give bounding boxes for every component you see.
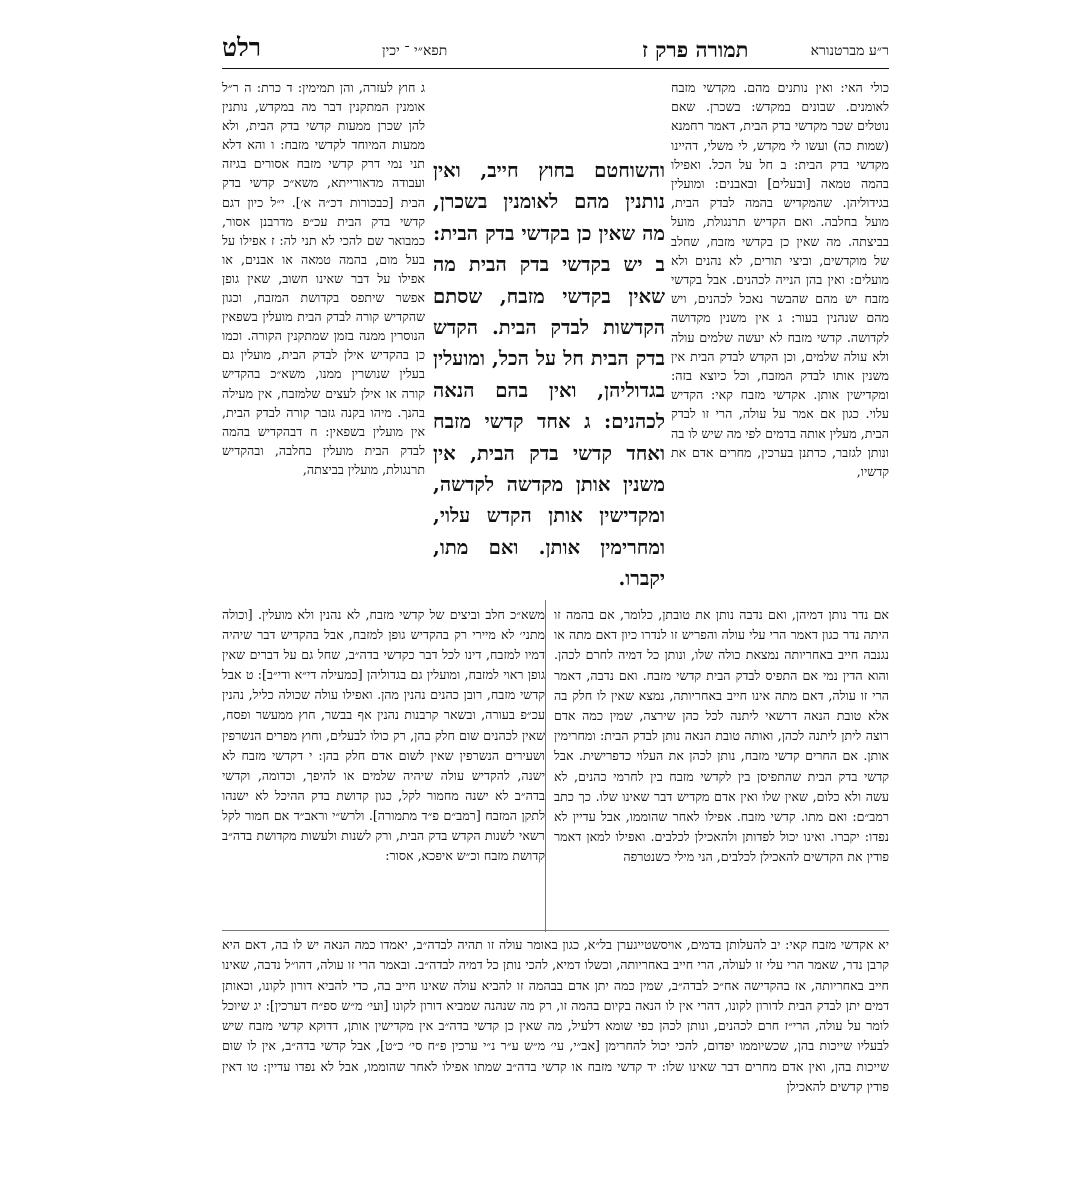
- tiferet-yisrael-commentary-upper: [222, 78, 425, 603]
- bartenura-lower-text: אם נדר נותן דמיהן, ואם נדבה נותן את טובתן, כלומר, אם בהמה זו היתה נדר כגון דאמר הרי עלי עולה והפריש זו לנדרו כיון דאם מתה או נגנבה חייב באחריותה נמצאת כולה שלו, ונותן כל דמיה לחרם לכהן. והוא הדין נמי אם התפיס לבדק הבית קדשי מזבח. ואם נדבה, דאמר הרי זו עולה, דאם מתה אינו חייב באחריותה, נמצא שאין לו חלק בה אלא טובת הנאה דרשאי ליתנה לכל כהן שירצה, שמין כמה אדם רוצה ליתן ליתנה לכהן, ואותה טובת הנאה נותן לבדק הבית: ומחרימין אותן. אם החרים קדשי מזבח, נותן לכהן את העלוי כדפרישית. אבל קדשי בדק הבית שהתפיסן בין לקדשי מזבח בין לחרמי כהנים, לא עשה ולא כלום, שאין שלו ואין אדם מקדיש דבר שאינו שלו. כך כתב רמב״ם: ואם מתו. קדשי מזבח. אפילו לאחר שהוממו, אבל עדיין לא נפדו: יקברו. ואינו יכול לפדותן ולהאכילן לכלבים. ואפילו למאן דאמר פודין את הקדשים להאכילן לכלבים, הני מילי כשנטרפה: [554, 607, 889, 865]
- mishnah-range: תפא״י ־ יכין: [382, 43, 448, 59]
- page-header: [222, 33, 889, 65]
- footnotes-divider: [222, 930, 889, 931]
- bartenura-commentary-upper: [671, 78, 889, 598]
- header-rule: [222, 68, 889, 69]
- bartenura-commentary-lower: [554, 605, 889, 928]
- tiferet-upper-text: ג חוץ לעזרה, והן תמימין: ד כרת: ה ר״ל אומנין המתקנין דבר מה במקדש, נותנין להן שכרן ממעות קדשי בדק הבית, ולא ממעות המיוחד לקדשי מזבח: ו והא דלא תני נמי דרק קדשי מזבח אסורים בגיזה ועבודה מדאורייתא, משא״כ קדשי בדק הבית [כבכורות דכ״ה א׳]. י״ל כיון דגם קדשי בדק הבית עכ״פ מדרבנן אסור, כמבואר שם להכי לא תני לה: ז אפילו על בעל מום, בהמה טמאה או אבנים, או אפילו על דבר שאינו חשוב, שאין גופן אפשר שיתפס בקדושת המזבח, וכגון שהקדיש קורה לבדק הבית מועלין בשפאין הנוסרין ממנה בזמן שמתקנין הקורה. וכמו כן בהקדיש אילן לבדק הבית, מועלין גם בעלין שנושרין ממנו, משא״כ בהקדיש קורה או אילן לעצים שלמזבח, אין מעילה בהנך. מיהו בקנה גזבר קורה לבדק הבית, אין מועלין בשפאין: ח דבהקדיש בהמה לבדק הבית מועלין בחלבה, ובהקדיש תרנגולת, מועלין בביצתה,: [222, 80, 425, 477]
- bartenura-header-label: ר״ע מברטנורא: [810, 43, 889, 59]
- bottom-footnotes: [222, 935, 889, 1175]
- mishnah-lead-words: והשוחטם בחוץ: [538, 159, 665, 182]
- bottom-footnotes-text: יא אקדשי מזבח קאי: יב להעלותן בדמים, אויסשטייגערן בל״א, כגון באומר עולה זו תהיה לבדה״ב, יאמדו כמה הנאה יש לו בה, דאם היא קרבן נדר, שאמר הרי עלי זו לעולה, הרי חייב באחריותה, וכשלו דמיא, להכי נותן כל דמיה לבדה״ב. ובאמר הרי זו עולה, דהו״ל נדבה, שאינו חייב באחריותה, אז בהקדישה אח״כ לבדה״ב, שמין כמה יתן אדם בבהמה זו להביא עולה שאינו חייב בה, כדי להביא דורון לקונו, וכאותן דמים יתן לבדק הבית לדורון לקונו, דהרי אין לו הנאה בקיום בהמה זו, רק מה שנהנה שמביא דורון לקונו [ועי׳ מ״ש ספ״ח דערכין]: יג שיוכל לומר על עולה, הרי״ז חרם לכהנים, ונותן לכהן כפי שומא דלעיל, מה שאין כן קדשי בדה״ב אין מקדישין אותן, דדוקא קדשי מזבח שיש לבעליו שייכות בהן, שכשיוממו יפדום, להכי יכול להחרימן [אב״י, עי׳ מ״ש ע״ר נ״י ערכין פ״ח סי׳ כ״ט], אבל קדשי בדה״ב, אין לו שום שייכות בהן, ואין אדם מחרים דבר שאינו שלו: יד קדשי מזבח או קדשי בדה״ב שמתו אפילו לאחר שהוממו, אבל לא נפדו עדיין: טו דאין פודין קדשים להאכילן: [222, 937, 889, 1095]
- tractate-chapter-title: תמורה פרק ז: [642, 37, 749, 62]
- mishnah-text-block: [433, 155, 665, 605]
- mishnah-body: חייב, ואין נותנין מהם לאומנין בשכרן, מה שאין כן בקדשי בדק הבית: ב יש בקדשי בדק הבית מה שאין בקדשי מזבח, שסתם הקדשות לבדק הבית. הקדש בדק הבית חל על הכל, ומועלין בגדוליהן, ואין בהם הנאה לכהנים: ג אחד קדשי מזבח ואחד קדשי בדק הבית, אין משנין אותן מקדשה לקדשה, ומקדישין אותן הקדש עלוי, ומחרימין אותן. ואם מתו, יקברו.: [433, 159, 665, 591]
- page-number: רלט: [222, 33, 262, 62]
- bartenura-upper-text: כולי האי: ואין נותנים מהם. מקדשי מזבח לאומנים. שבונים במקדש: בשכרן. שאם נוטלים שכר מקדשי בדק הבית, דאמר רחמנא (שמות כה) ועשו לי מקדש, לי משלי, דהיינו מקדשי בדק הבית: ב חל על הכל. ואפילו בהמה טמאה [ובעלים] ובאבנים: ומועלין בגידוליהן. שהמקדיש בהמה לבדק הבית, מועל בחלבה. ואם הקדיש תרנגולת, מועל בביצתה. מה שאין כן בקדשי מזבח, שחלב של מוקדשים, וביצי תורים, לא נהנים ולא מועלים: ואין בהן הנייה לכהנים. אבל בקדשי מזבח יש מהם שהבשר נאכל לכהנים, ויש מהם שנהנין בעור: ג אין משנין מקדושה לקדושה. קדשי מזבח לא יעשה שלמים עולה ולא עולה שלמים, וכן הקדש לבדק הבית אין משנין אותו לבדק המזבח, וכל כיוצא בזה: ומקדישין אותן. אקדשי מזבח קאי: הקדיש עלוי. כגון אם אמר על עולה, הרי זו לבדק הבית, מעלין אותה בדמים לפי מה שיש לו בה ונותן לגזבר, כדתנן בערכין, מחרים אדם את קדשיו,: [671, 80, 889, 480]
- column-divider: [545, 600, 546, 932]
- tiferet-lower-text: משא״כ חלב וביצים של קדשי מזבח, לא נהנין ולא מועלין. [וכולה מתני׳ לא מיירי רק בהקדיש גופן למזבח, אבל בהקדיש דבר שיהיה דמיו למזבח, דינו לכל דבר כקדשי בדה״ב, שחל גם על דברים שאין גופן ראוי למזבח, ומועלין גם בגדוליהן [כמעילה די״א ודי״ב]: ט אבל קדשי מזבח, רובן כהנים נהנין מהן. ואפילו עולה שכולה כליל, נהנין עכ״פ בעורה, ובשאר קרבנות נהנין אף בבשר, חוץ ממעשר ופסח, שאין לכהנים שום חלק בהן, רק כולו לבעלים, וחוץ מפרים הנשרפין ושעירים הנשרפין שאין לשום אדם חלק בהן: י דקדשי מזבח לא ישנה, להקדיש עולה שיהיה שלמים או להיפך, וכדומה, וקדשי בדה״ב לא ישנה מחמור לקל, כגון קדושת בדק ההיכל לא ישנהו לתקן המזבח [רמב״ם פ״ד מתמורה]. ולרש״י וראב״ד אם חמור לקל רשאי לשנות הקדש בדק הבית, ורק לשנות ולעשות מקדושת בדה״ב קדושת מזבח וכ״ש איפכא, אסור:: [222, 607, 545, 864]
- tiferet-yisrael-commentary-lower: [222, 605, 545, 928]
